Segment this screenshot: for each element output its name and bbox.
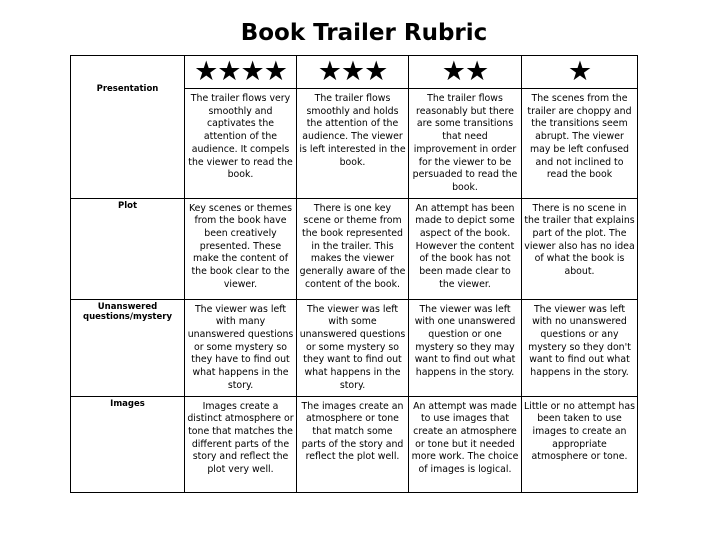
row-label-text: Unanswered questions/mystery <box>82 301 172 322</box>
row-label-text: Presentation <box>96 84 159 94</box>
rubric-cell: An attempt was made to use images that create an atmosphere or tone but it needed more work. The choice of images is logical. <box>409 396 522 492</box>
rubric-cell: Images create a distinct atmosphere or tone that matches the different parts of the story and reflect the plot very well. <box>185 396 297 492</box>
three-star-icon: ★★★ <box>297 56 409 89</box>
row-label-text: Plot <box>117 200 138 211</box>
table-row <box>71 299 638 396</box>
rubric-cell: The viewer was left with some unanswered questions or some mystery so they want to find out what happens in the story. <box>297 299 409 396</box>
rubric-cell: The trailer flows very smoothly and captivates the attention of the audience. It compels the viewer to read the book. <box>185 89 297 199</box>
rubric-cell: Little or no attempt has been taken to use images to create an appropriate atmosphere or tone. <box>522 396 638 492</box>
row-label-unanswered-questions <box>71 299 185 396</box>
rubric-cell: The viewer was left with no unanswered questions or any mystery so they don't want to find out what happens in the story. <box>522 299 638 396</box>
rubric-cell: The viewer was left with one unanswered question or one mystery so they may want to find out what happens in the story. <box>409 299 522 396</box>
four-star-icon: ★★★★ <box>185 56 297 89</box>
rubric-cell: Key scenes or themes from the book have been creatively presented. These make the content of the book clear to the viewer. <box>185 198 297 299</box>
one-star-icon: ★ <box>522 56 638 89</box>
rubric-cell: There is no scene in the trailer that explains part of the plot. The viewer also has no idea of what the book is about. <box>522 198 638 299</box>
rubric-cell: There is one key scene or theme from the book represented in the trailer. This makes the viewer generally aware of the content of the book. <box>297 198 409 299</box>
page-title: Book Trailer Rubric <box>240 20 488 46</box>
row-label-presentation <box>71 56 185 199</box>
table-row <box>71 198 638 299</box>
row-label-text: Images <box>110 398 145 409</box>
rubric-cell: An attempt has been made to depict some aspect of the book. However the content of the book has not been made clear to the viewer. <box>409 198 522 299</box>
two-star-icon: ★★ <box>409 56 522 89</box>
rubric-cell: The trailer flows smoothly and holds the attention of the audience. The viewer is left interested in the book. <box>297 89 409 199</box>
row-label-images <box>71 396 185 492</box>
rubric-cell: The images create an atmosphere or tone that match some parts of the story and reflect the plot well. <box>297 396 409 492</box>
rubric-cell: The viewer was left with many unanswered questions or some mystery so they have to find out what happens in the story. <box>185 299 297 396</box>
rubric-table <box>70 55 638 493</box>
header-row <box>71 56 638 89</box>
rubric-cell: The trailer flows reasonably but there are some transitions that need improvement in order for the viewer to be persuaded to read the book. <box>409 89 522 199</box>
rubric-cell: The scenes from the trailer are choppy and the transitions seem abrupt. The viewer may be left confused and not inclined to read the book <box>522 89 638 199</box>
table-row <box>71 396 638 492</box>
row-label-plot <box>71 198 185 299</box>
